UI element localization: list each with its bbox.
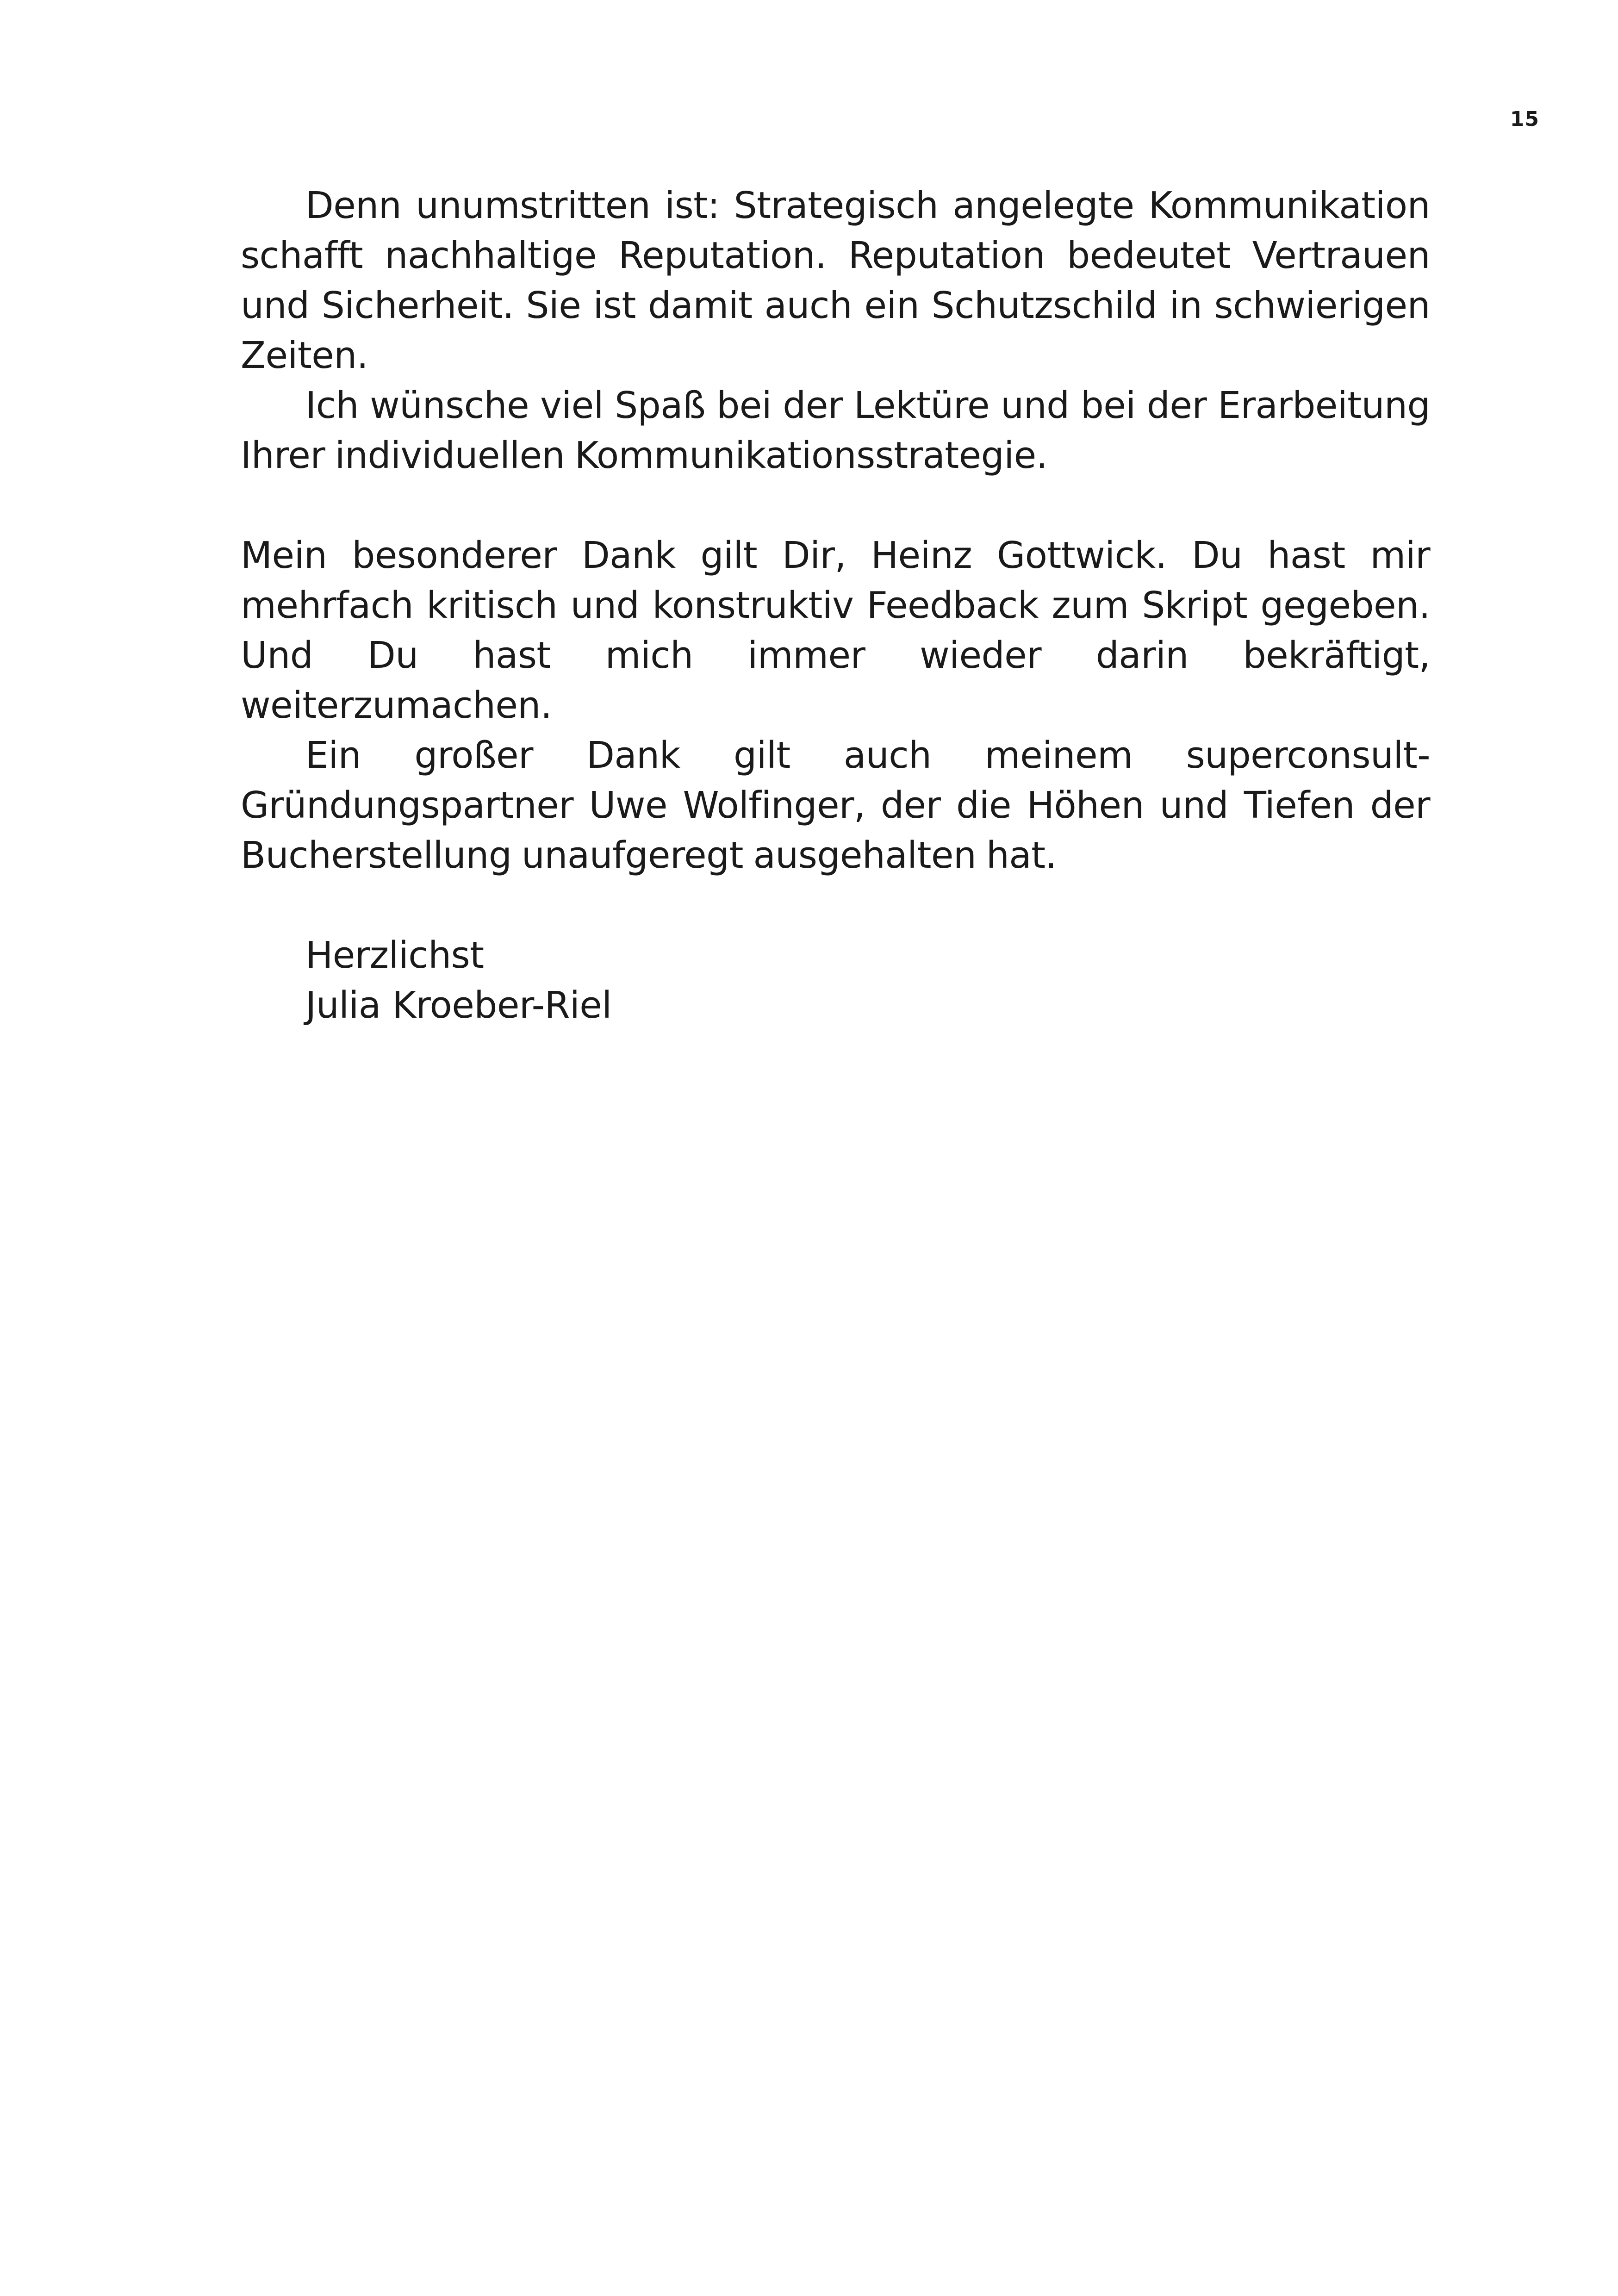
paragraph-thanks-gottwick: Mein besonderer Dank gilt Dir, Heinz Gottwick. Du hast mir mehrfach kritisch und konstruktiv Feedback zum Skript gegeben. Und Du hast mich immer wieder darin bekräftigt, weiterzumachen.: [241, 534, 1430, 727]
paragraph-wishes: Ich wünsche viel Spaß bei der Lektüre und bei der Erarbeitung Ihrer individuellen Kommunikationsstrategie.: [241, 384, 1430, 477]
paragraph-reputation: Denn unumstritten ist: Strategisch angelegte Kommunikation schafft nachhaltige Reputation. Reputation bedeutet Vertrauen und Sicherheit. Sie ist damit auch ein Schutzschild in schwierigen Zeiten.: [241, 184, 1430, 377]
body-text: [241, 180, 1430, 1030]
closing-greeting: Herzlichst: [305, 934, 484, 977]
page-number: 15: [1510, 107, 1539, 131]
paragraph-gap: [241, 880, 1430, 930]
author-signature: Julia Kroeber-Riel: [305, 984, 612, 1027]
paragraph-gap: [241, 480, 1430, 530]
paragraph-thanks-wolfinger: Ein großer Dank gilt auch meinem superconsult-Gründungspartner Uwe Wolfinger, der die Höhen und Tiefen der Bucherstellung unaufgeregt ausgehalten hat.: [241, 734, 1430, 877]
